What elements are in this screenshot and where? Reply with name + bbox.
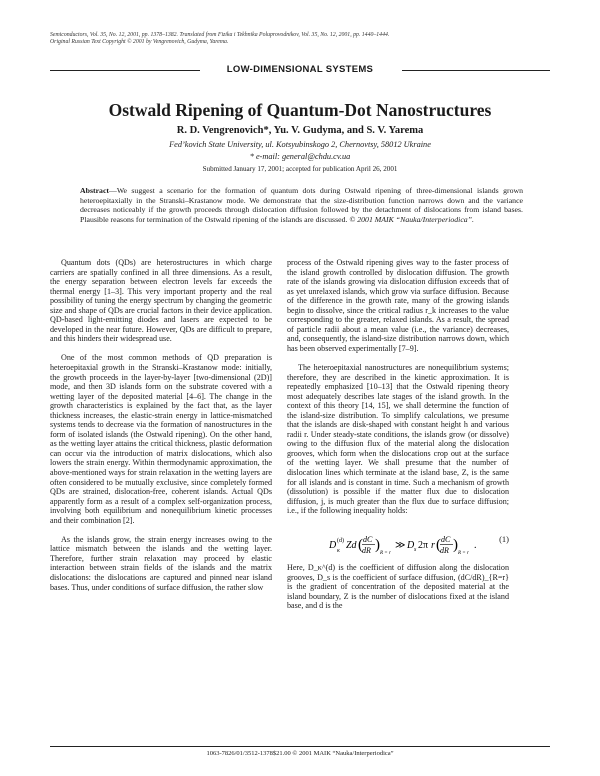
journal-header bbox=[50, 32, 550, 47]
svg-text:r: r bbox=[431, 540, 435, 552]
affiliation: Fed’kovich State University, ul. Kotsyubinskogo 2, Chernovtsy, 58012 Ukraine bbox=[169, 140, 431, 149]
right-column bbox=[287, 258, 509, 620]
left-column bbox=[50, 258, 272, 602]
email: * e-mail: general@chdu.cv.ua bbox=[249, 152, 351, 161]
equation-1 bbox=[287, 525, 509, 557]
section-rule-right bbox=[402, 70, 550, 71]
svg-text:2π: 2π bbox=[418, 540, 429, 552]
footer: 1063-7826/01/3512-1378$21.00 © 2001 MAIK “Nauka/Interperiodica” bbox=[206, 750, 394, 757]
abstract-label: Abstract bbox=[80, 186, 110, 195]
left-paragraph-1: Quantum dots (QDs) are heterostructures in which charge carriers are spatially confined in all three dimensions. As a result, the energy separation between electron levels far exceeds the thermal energy [1–3]. This very important property and the real possibility of tuning the energy spectrum by changing the geometric size and shape of QDs are crucial factors in their device application. QD-based light-emitting diodes and lasers are expected to be developed in the near future. However, QDs are difficult to prepare, and this hinders their widespread use. bbox=[50, 258, 272, 344]
journal-header-line2: Original Russian Text Copyright © 2001 by Vengrenovich, Gudyma, Yarema. bbox=[50, 39, 229, 46]
authors: R. D. Vengrenovich*, Yu. V. Gudyma, and S. V. Yarema bbox=[176, 125, 424, 136]
svg-text:dR: dR bbox=[362, 546, 371, 556]
equation-1-graphic bbox=[329, 533, 479, 557]
svg-text:κ: κ bbox=[337, 548, 340, 555]
svg-text:): ) bbox=[375, 537, 380, 554]
svg-text:≫: ≫ bbox=[395, 540, 406, 552]
journal-header-line1: Semiconductors, Vol. 35, No. 12, 2001, pp. 1378–1382. Translated from Fizika i Tekhnika Poluprovodnikov, Vol. 35, No. 12, 2001, pp. 1440–1444. bbox=[50, 32, 390, 38]
svg-text:R = r: R = r bbox=[458, 551, 469, 557]
svg-text:dC: dC bbox=[441, 535, 451, 545]
svg-text:(: ( bbox=[436, 537, 441, 554]
section-heading: LOW-DIMENSIONAL SYSTEMS bbox=[226, 64, 374, 75]
svg-text:): ) bbox=[453, 537, 458, 554]
abstract bbox=[80, 186, 523, 225]
abstract-copyright: © 2001 MAIK “Nauka/Interperiodica”. bbox=[347, 215, 474, 225]
equation-1-number: (1) bbox=[499, 534, 509, 545]
svg-text:(: ( bbox=[358, 537, 363, 554]
svg-text:R = r: R = r bbox=[380, 551, 391, 557]
equation-1-formula bbox=[329, 533, 479, 560]
svg-text:Zd: Zd bbox=[346, 540, 357, 552]
svg-text:D: D bbox=[329, 540, 337, 552]
right-paragraph-2: The heteroepitaxial nanostructures are nonequilibrium systems; therefore, they are described in the kinetic approximation. It is repeatedly emphasized [10–13] that the Ostwald ripening theory most adequately describes late stages of the island growth. In the context of this theory [14, 15], we shall determine the function of the island-size distribution. To simplify calculations, we presume that the islands are disk-shaped with constant height h and various radii r. Under steady-state conditions, the islands grow (or dissolve) owing to the diffusion flux of the material along the dislocation grooves, which form when the dislocations crop out at the surface of the wetting layer. We shall presume that the number of dislocation lines which terminate at the island base, Z, is the same for all islands and is constant in time. Such a mechanism of growth (dissolution) is possible if the matter flux due to dislocation diffusion, j, is much greater than the flux due to surface diffusion; i.e., if the following inequality holds: bbox=[287, 362, 509, 516]
svg-text:.: . bbox=[474, 540, 477, 552]
svg-text:dR: dR bbox=[440, 546, 449, 556]
left-paragraph-3: As the islands grow, the strain energy increases owing to the lattice mismatch between the islands and the wetting layer. Therefore, further strain relaxation may proceed by elastic interaction between strain fields of the islands and the matrix dislocations: the dislocations are captured and pinned near island bases. Thus, under conditions of surface diffusion, the rather slow bbox=[50, 534, 272, 592]
svg-text:s: s bbox=[414, 547, 417, 554]
left-paragraph-2: One of the most common methods of QD preparation is heteroepitaxial growth in the Stranski–Krastanow mode: initially, the growth proceeds in the layer-by-layer [two-dimensional (2D)] mode, and then 3D islands form on the substrate covered with a wetting layer of the deposited material [4–6]. The change in the growth characteristics is explained by the fact that, as the layer thickness increases, the elastic-strain energy in lattice-mismatched systems tends to decrease via the formation of nanostructures in the form of isolated islands (the Ostwald ripening). On the other hand, as the wetting layer attains the critical thickness, plastic deformation can occur via the introduction of matrix dislocations, which also lowers the strain energy. Within thermodynamic approximation, the above-mentioned ways for strain relaxation in the wetting layers are often considered to be mutually exclusive, since completely formed QDs are strained, dislocation-free, coherent islands. Actual QDs apparently form as a result of a complex self-organization process, involving both equilibrium and nonequilibrium kinetic processes and their combination [2]. bbox=[50, 353, 272, 525]
right-paragraph-3: Here, D_κ^(d) is the coefficient of diffusion along the dislocation grooves, D_s is the coefficient of surface diffusion, (dC/dR)_{R=r} is the gradient of concentration of the deposited material at the island boundary, Z is the number of dislocations fixed at the island base, and d is the bbox=[287, 563, 509, 611]
svg-text:dC: dC bbox=[363, 535, 373, 545]
paper-title: Ostwald Ripening of Quantum-Dot Nanostructures bbox=[108, 100, 492, 120]
abstract-text: —We suggest a scenario for the formation of quantum dots during Ostwald ripening of three-dimensional islands grown heteroepitaxially in the Stranski–Krastanow mode. We demonstrate that the size-distribution function narrows down and the variance decreases noticeably if the growth proceeds through dislocation diffusion followed by the detachment of dislocations from island bases. Plausible reasons for termination of the Ostwald ripening of the islands are discussed. bbox=[80, 186, 523, 225]
submission-dates: Submitted January 17, 2001; accepted for publication April 26, 2001 bbox=[202, 165, 398, 173]
svg-text:D: D bbox=[407, 540, 415, 552]
footer-rule bbox=[50, 746, 550, 747]
svg-text:(d): (d) bbox=[337, 538, 344, 545]
right-paragraph-1: process of the Ostwald ripening gives way to the faster process of the island growth controlled by dislocation diffusion. The growth rate of the islands growing via dislocation diffusion exceeds that of as yet unrelaxed islands, which grow via surface diffusion. Because of the difference in the growth rate, many of the growing islands begin to dissolve, since the critical radius r_k increases to the value corresponding to the greater, relaxed islands. As a result, the spread of particle radii about a mean value (i.e., the variance) decreases, and, consequently, the island-size distribution narrows down, which has been observed experimentally [7–9]. bbox=[287, 258, 509, 353]
